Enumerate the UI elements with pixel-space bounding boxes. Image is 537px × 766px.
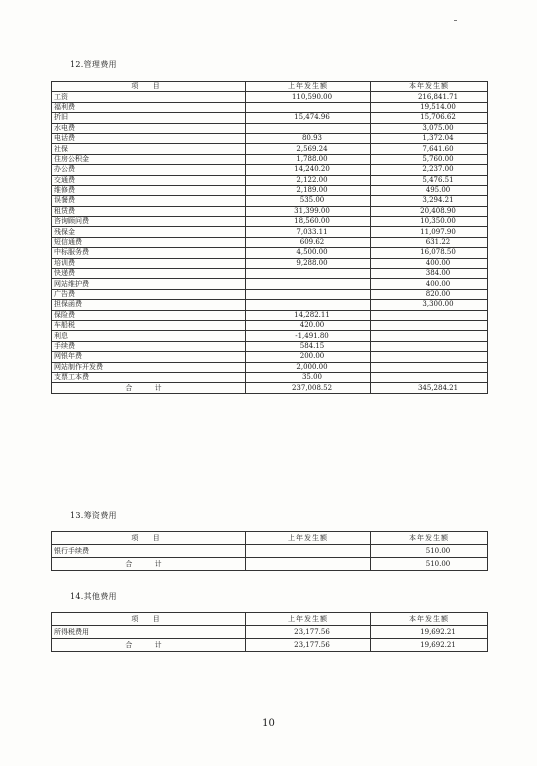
current-year-cell: 510.00: [371, 558, 488, 571]
table-row: [52, 258, 488, 268]
current-year-cell: 7,641.60: [371, 144, 488, 154]
table-header-row: [52, 532, 488, 545]
current-year-cell: 400.00: [371, 279, 488, 289]
item-cell: 交通费: [52, 175, 246, 185]
current-year-cell: 3,075.00: [371, 123, 488, 133]
item-cell: 中标服务费: [52, 248, 246, 258]
current-year-cell: [371, 331, 488, 341]
current-year-cell: [371, 352, 488, 362]
table-row: [52, 123, 488, 133]
prior-year-cell: 2,189.00: [246, 185, 371, 195]
item-cell: 快递费: [52, 269, 246, 279]
item-cell: 水电费: [52, 123, 246, 133]
table-row: [52, 320, 488, 330]
prior-year-cell: 14,240.20: [246, 165, 371, 175]
table-row: [52, 269, 488, 279]
table-row: [52, 185, 488, 195]
current-year-cell: 510.00: [371, 545, 488, 558]
current-year-cell: [371, 341, 488, 351]
table-row: [52, 331, 488, 341]
item-cell: 保险费: [52, 310, 246, 320]
item-cell: 担保函费: [52, 300, 246, 310]
item-cell: 合 计: [52, 639, 246, 652]
prior-year-cell: 23,177.56: [246, 626, 371, 639]
table-row: [52, 279, 488, 289]
other-expenses-table: [51, 612, 488, 652]
item-cell: 网银年费: [52, 352, 246, 362]
prior-year-cell: 7,033.11: [246, 227, 371, 237]
table-row: [52, 310, 488, 320]
item-cell: 手续费: [52, 341, 246, 351]
prior-year-cell: -1,491.80: [246, 331, 371, 341]
prior-year-cell: 237,008.52: [246, 383, 371, 393]
prior-year-cell: 2,569.24: [246, 144, 371, 154]
prior-year-cell: 上年发生额: [246, 613, 371, 626]
table-total-row: [52, 558, 488, 571]
current-year-cell: 11,097.90: [371, 227, 488, 237]
item-cell: 维修费: [52, 185, 246, 195]
prior-year-cell: 584.15: [246, 341, 371, 351]
table-row: [52, 289, 488, 299]
item-cell: 项 目: [52, 82, 246, 92]
current-year-cell: 384.00: [371, 269, 488, 279]
current-year-cell: 5,760.00: [371, 154, 488, 164]
prior-year-cell: [246, 279, 371, 289]
item-cell: 工资: [52, 92, 246, 102]
admin-expenses-table: [51, 81, 488, 394]
prior-year-cell: 420.00: [246, 320, 371, 330]
current-year-cell: 10,350.00: [371, 217, 488, 227]
prior-year-cell: 80.93: [246, 133, 371, 143]
prior-year-cell: 4,500.00: [246, 248, 371, 258]
prior-year-cell: [246, 269, 371, 279]
current-year-cell: 1,372.04: [371, 133, 488, 143]
prior-year-cell: 14,282.11: [246, 310, 371, 320]
item-cell: 折旧: [52, 113, 246, 123]
table-row: [52, 341, 488, 351]
current-year-cell: 19,692.21: [371, 626, 488, 639]
item-cell: 培训费: [52, 258, 246, 268]
item-cell: 短信通费: [52, 237, 246, 247]
current-year-cell: 3,294.21: [371, 196, 488, 206]
prior-year-cell: 上年发生额: [246, 532, 371, 545]
table-row: [52, 237, 488, 247]
table-row: [52, 102, 488, 112]
table-row: [52, 196, 488, 206]
prior-year-cell: 110,590.00: [246, 92, 371, 102]
table-row: [52, 92, 488, 102]
current-year-cell: 2,237.00: [371, 165, 488, 175]
item-cell: 项 目: [52, 532, 246, 545]
prior-year-cell: 2,122.00: [246, 175, 371, 185]
table-row: [52, 352, 488, 362]
table-row: [52, 144, 488, 154]
prior-year-cell: 2,000.00: [246, 362, 371, 372]
table-row: [52, 300, 488, 310]
table-row: [52, 113, 488, 123]
table-row: [52, 248, 488, 258]
item-cell: 误餐费: [52, 196, 246, 206]
table-row: [52, 626, 488, 639]
prior-year-cell: [246, 545, 371, 558]
prior-year-cell: 609.62: [246, 237, 371, 247]
scan-mark: [454, 20, 457, 21]
table-header-row: [52, 82, 488, 92]
item-cell: 福利费: [52, 102, 246, 112]
prior-year-cell: 上年发生额: [246, 82, 371, 92]
table-total-row: [52, 383, 488, 393]
current-year-cell: 本年发生额: [371, 532, 488, 545]
table-row: [52, 175, 488, 185]
current-year-cell: [371, 362, 488, 372]
page-number: 10: [262, 718, 275, 729]
item-cell: 所得税费用: [52, 626, 246, 639]
item-cell: 咨询顾问费: [52, 217, 246, 227]
current-year-cell: 400.00: [371, 258, 488, 268]
current-year-cell: 345,284.21: [371, 383, 488, 393]
item-cell: 广告费: [52, 289, 246, 299]
item-cell: 电话费: [52, 133, 246, 143]
table-row: [52, 372, 488, 382]
item-cell: 住房公积金: [52, 154, 246, 164]
current-year-cell: 19,692.21: [371, 639, 488, 652]
item-cell: 网站制作开发费: [52, 362, 246, 372]
current-year-cell: 19,514.00: [371, 102, 488, 112]
current-year-cell: 20,408.90: [371, 206, 488, 216]
item-cell: 车船税: [52, 320, 246, 330]
current-year-cell: 631.22: [371, 237, 488, 247]
current-year-cell: [371, 372, 488, 382]
prior-year-cell: 535.00: [246, 196, 371, 206]
table-row: [52, 362, 488, 372]
prior-year-cell: [246, 300, 371, 310]
prior-year-cell: [246, 123, 371, 133]
current-year-cell: 3,300.00: [371, 300, 488, 310]
table-header-row: [52, 613, 488, 626]
item-cell: 社保: [52, 144, 246, 154]
prior-year-cell: 23,177.56: [246, 639, 371, 652]
current-year-cell: 820.00: [371, 289, 488, 299]
prior-year-cell: [246, 558, 371, 571]
table-row: [52, 206, 488, 216]
prior-year-cell: 9,288.00: [246, 258, 371, 268]
current-year-cell: 5,476.51: [371, 175, 488, 185]
prior-year-cell: 35.00: [246, 372, 371, 382]
current-year-cell: [371, 310, 488, 320]
section-title-other-expenses: 14.其他费用: [70, 592, 117, 601]
current-year-cell: 本年发生额: [371, 82, 488, 92]
item-cell: 项 目: [52, 613, 246, 626]
table-row: [52, 217, 488, 227]
item-cell: 残保金: [52, 227, 246, 237]
prior-year-cell: [246, 102, 371, 112]
prior-year-cell: 18,560.00: [246, 217, 371, 227]
prior-year-cell: 1,788.00: [246, 154, 371, 164]
table-row: [52, 154, 488, 164]
prior-year-cell: 200.00: [246, 352, 371, 362]
section-title-financing-expenses: 13.筹资费用: [70, 511, 117, 520]
table-row: [52, 165, 488, 175]
item-cell: 支票工本费: [52, 372, 246, 382]
current-year-cell: [371, 320, 488, 330]
item-cell: 合 计: [52, 383, 246, 393]
item-cell: 办公费: [52, 165, 246, 175]
item-cell: 银行手续费: [52, 545, 246, 558]
current-year-cell: 16,078.50: [371, 248, 488, 258]
prior-year-cell: 31,399.00: [246, 206, 371, 216]
financing-expenses-table: [51, 531, 488, 571]
table-row: [52, 545, 488, 558]
item-cell: 合 计: [52, 558, 246, 571]
table-total-row: [52, 639, 488, 652]
prior-year-cell: [246, 289, 371, 299]
current-year-cell: 495.00: [371, 185, 488, 195]
section-title-admin-expenses: 12.管理费用: [70, 60, 117, 69]
item-cell: 网站维护费: [52, 279, 246, 289]
item-cell: 利息: [52, 331, 246, 341]
table-row: [52, 227, 488, 237]
current-year-cell: 15,706.62: [371, 113, 488, 123]
table-row: [52, 133, 488, 143]
current-year-cell: 216,841.71: [371, 92, 488, 102]
item-cell: 租赁费: [52, 206, 246, 216]
prior-year-cell: 15,474.96: [246, 113, 371, 123]
current-year-cell: 本年发生额: [371, 613, 488, 626]
